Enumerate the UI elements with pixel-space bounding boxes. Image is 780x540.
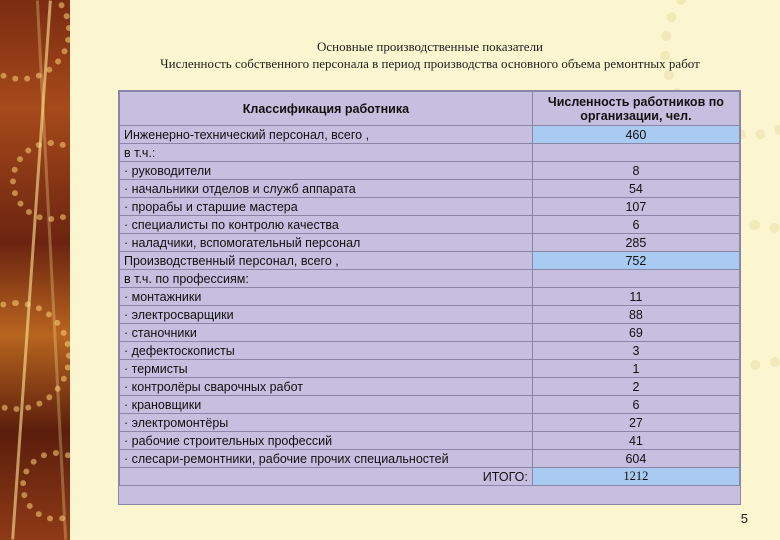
slide-title-line2: Численность собственного персонала в период производства основного объема ремонтных работ bbox=[160, 56, 700, 71]
row-value: 285 bbox=[532, 234, 739, 252]
total-value: 1212 bbox=[532, 468, 739, 486]
table-row bbox=[120, 288, 740, 306]
header-classification: Классификация работника bbox=[120, 92, 533, 126]
row-label: · прорабы и старшие мастера bbox=[120, 198, 533, 216]
decorative-side-panel bbox=[0, 0, 70, 540]
table-row bbox=[120, 396, 740, 414]
row-label: · руководители bbox=[120, 162, 533, 180]
row-label: · крановщики bbox=[120, 396, 533, 414]
table-row bbox=[120, 198, 740, 216]
row-value bbox=[532, 270, 739, 288]
table-row bbox=[120, 144, 740, 162]
row-label: · электромонтёры bbox=[120, 414, 533, 432]
page-number: 5 bbox=[740, 511, 748, 526]
row-value: 3 bbox=[532, 342, 739, 360]
row-value: 107 bbox=[532, 198, 739, 216]
table-row bbox=[120, 450, 740, 468]
table-row bbox=[120, 162, 740, 180]
row-value: 54 bbox=[532, 180, 739, 198]
row-label: · контролёры сварочных работ bbox=[120, 378, 533, 396]
row-value: 69 bbox=[532, 324, 739, 342]
table-row bbox=[120, 432, 740, 450]
row-label: в т.ч.: bbox=[120, 144, 533, 162]
table-row bbox=[120, 252, 740, 270]
staff-table bbox=[119, 91, 740, 486]
row-label: в т.ч. по профессиям: bbox=[120, 270, 533, 288]
header-headcount: Численность работников по организации, чел. bbox=[532, 92, 739, 126]
slide-title bbox=[110, 38, 750, 72]
table-row bbox=[120, 126, 740, 144]
row-label: · начальники отделов и служб аппарата bbox=[120, 180, 533, 198]
staff-table-container bbox=[118, 90, 741, 505]
slide-title-line1: Основные производственные показатели bbox=[316, 39, 544, 54]
table-row bbox=[120, 414, 740, 432]
table-row bbox=[120, 270, 740, 288]
table-row bbox=[120, 234, 740, 252]
row-label: · термисты bbox=[120, 360, 533, 378]
table-row bbox=[120, 180, 740, 198]
row-value: 27 bbox=[532, 414, 739, 432]
gear-icon bbox=[0, 0, 70, 82]
table-row bbox=[120, 378, 740, 396]
table-row bbox=[120, 216, 740, 234]
row-value: 460 bbox=[532, 126, 739, 144]
row-label: · монтажники bbox=[120, 288, 533, 306]
table-row bbox=[120, 342, 740, 360]
row-label: · наладчики, вспомогательный персонал bbox=[120, 234, 533, 252]
total-row bbox=[120, 468, 740, 486]
row-value: 11 bbox=[532, 288, 739, 306]
row-value: 8 bbox=[532, 162, 739, 180]
row-label: · станочники bbox=[120, 324, 533, 342]
row-label: · дефектоскописты bbox=[120, 342, 533, 360]
row-label: · электросварщики bbox=[120, 306, 533, 324]
row-value: 604 bbox=[532, 450, 739, 468]
table-row bbox=[120, 306, 740, 324]
row-label: · специалисты по контролю качества bbox=[120, 216, 533, 234]
total-label: ИТОГО: bbox=[120, 468, 533, 486]
row-value: 6 bbox=[532, 216, 739, 234]
row-label: Инженерно-технический персонал, всего , bbox=[120, 126, 533, 144]
row-value: 41 bbox=[532, 432, 739, 450]
table-header-row bbox=[120, 92, 740, 126]
row-value: 6 bbox=[532, 396, 739, 414]
table-row bbox=[120, 360, 740, 378]
row-value bbox=[532, 144, 739, 162]
row-value: 88 bbox=[532, 306, 739, 324]
table-row bbox=[120, 324, 740, 342]
row-value: 2 bbox=[532, 378, 739, 396]
row-value: 752 bbox=[532, 252, 739, 270]
row-value: 1 bbox=[532, 360, 739, 378]
row-label: · слесари-ремонтники, рабочие прочих специальностей bbox=[120, 450, 533, 468]
row-label: Производственный персонал, всего , bbox=[120, 252, 533, 270]
row-label: · рабочие строительных профессий bbox=[120, 432, 533, 450]
